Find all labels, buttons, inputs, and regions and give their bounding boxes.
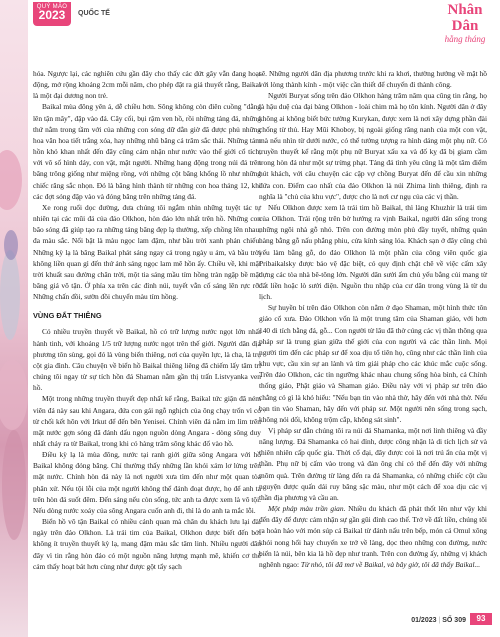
photo-shape bbox=[0, 250, 20, 340]
logo-title: Nhân Dân bbox=[447, 2, 483, 34]
paragraph: Sự huyền bí trên đảo Olkhon còn nằm ở đạo Shaman, một hình thức tôn giáo cổ xưa. Đảo Olkhon vốn là một trung tâm của Shaman giáo, với hơn 140 di tích bằng đá, gỗ... Con người từ lâu đã thờ cúng các vị thần thông qua pháp sư là trung gian giữa thế giới của con người và các thần linh. Mọi người tìm đến các pháp sư để xoa dịu tổ tiên họ, cũng như các thần linh của khu vực, cầu xin sự an lành và tìm giải pháp cho các khúc mắc cuộc sống. Trên đảo Olkhon, các tín ngưỡng khác nhau chung sống hòa bình, cả Chính thống giáo, Phật giáo và Shaman giáo. Điều này với vị pháp sư trên đảo chẳng có gì là khó hiểu: "Nếu bạn tin vào nhà thờ, hãy đến với nhà thờ. Nếu bạn tin vào Shaman, hãy đến với pháp sư. Một người nên sống trong sạch, không nói dối, không trộm cắp, không sát sinh". bbox=[259, 303, 487, 424]
paragraph: Baikal mùa đông yên ả, dễ chiều hơn. Sông không còn điên cuồng "dằng lên tận mây", đập vào đá. Cây cối, bụi rậm ven hồ, rồi những tảng đá, những thứ nằm trong tầm với của những con sóng dữ dằn giờ đã được phủ những hoa văn hoa tiết trắng xóa, hay những nhũ băng cả trăm sắc thái. Những tảm hồn khó khan nhất đến đây cũng cảm nhận như nước vào thế giới cổ tích, với vô số hình dáy, con vật, mặt người. Những hang động trong núi đá trên băng trông giống như miệng rồng, với những cột băng khổng lồ như những chiếc răng sắc nhọn. Đó là băng hình thành từ những con hoa tháng 12, khi các đợt sóng đập vào và đóng băng trên những tảng đá. bbox=[33, 102, 261, 201]
paragraph: sẽ. Những người dân địa phương trước khi ra khơi, thường hướng về mặt hồ với lòng thành kính - một việc cần thiết để chuyến đi thành công. bbox=[259, 69, 487, 90]
italic-lead: Một pháp màu trần gian. bbox=[268, 504, 346, 514]
section-label: QUỐC TẾ bbox=[78, 10, 110, 17]
article-column-right bbox=[259, 68, 487, 570]
closing-quote: Từ nhỏ, tôi đã mơ về Baikal, và bây giờ, tôi đã thấy Baikal... bbox=[300, 559, 481, 569]
badge-year: 2023 bbox=[38, 8, 66, 22]
badge-top-text: QUÝ MÃO bbox=[36, 4, 68, 10]
logo-subtitle: hằng tháng bbox=[444, 34, 486, 44]
page-number: 93 bbox=[470, 613, 492, 625]
decorative-photo-strip bbox=[0, 0, 28, 637]
photo-shape bbox=[2, 430, 26, 540]
paragraph: Vị pháp sư dẫn chúng tôi ra núi đá Shamanka, một nơi linh thiêng và đầy năng lượng. Đá Shamanka có hai đỉnh, được công nhận là di tích lịch sử và thiên nhiên cấp quốc gia. Thời cổ đại, đây được coi là nơi trú ẩn của một vị thần. Phụ nữ bị cấm vào trong và đàn ông chỉ có thể đến đây với những mõm quà. Trên đường từ làng đến ra đá Shamanka, có những chiếc cột cầu nguyện được quấn dải ruy băng sặc màu, như một cách để xoa dịu các vị thần địa phương và cầu an. bbox=[259, 426, 487, 502]
photo-shape bbox=[0, 150, 22, 210]
photo-shape bbox=[0, 360, 28, 430]
issue-separator: | bbox=[438, 617, 441, 624]
issue-date: 01/2023 bbox=[411, 617, 437, 624]
article-column-left bbox=[33, 68, 261, 572]
paragraph: Điều kỳ lạ là mùa đông, nước tại ranh giới giữa sông Angara với hồ Baikal không đóng băng. Chỉ thường thấy những lần khói xám lơ lửng trên mặt nước. Chính hòn đá này là nơi người xưa tìm đến như một quan tòa phân xử. Nếu tội lỗi của một người không thể đánh đoạt được, họ để anh ta trên hòn đá suốt đêm. Đến sáng nếu còn sống, tức anh ta được xem là vô tội. Nếu dòng nước xoáy của sông Angara cuốn anh đi, thì là do anh ta mắc lỗi. bbox=[33, 450, 261, 515]
paragraph: Biển hồ vô tận Baikal có nhiều cảnh quan mà chân du khách lưu lại đài ngày trên đảo Olkhon. Là trái tim của Baikal, Olkhon được biết đến bởi không ít truyền thuyết kỳ lạ, mang đậm màu sắc tâm linh. Nhiều người dân đây vì tin rằng hòn đảo có một nguồn năng lượng mạnh mẽ, khiến cơ thể cảm thấy hoạt bát hơn cùng như được gột tẩy sạch bbox=[33, 517, 261, 571]
paragraph: Xe rong ruổi dọc đường, đưa chúng tôi ngắm nhìn những tuyệt tác tự nhiên tại các mũi đá của đảo Olkhon, hòn đảo lớn nhất trên hồ. Những con bão sóng đã giúp tạo ra những tảng băng đẹp lạ thường, xếp chồng lên nhau, đa màu sắc. Nổi bật là màu ngọc lam đậm, như bầu trời xanh phản chiếu. Những kỳ lạ là băng Baikal phát sáng ngay cả trong ngày u ám, và bầu trời không liền quan gì đến thứ ánh sáng ngọc lam mê hồn ấy. Chiều về, khi mặt trời khuất sau đường chân trời, một tia sáng mầu tím hồng tràn ngập bề mặt băng giá vô tận. Ở phía xa trên các đỉnh núi, tuyết vẫn cố sáng lên rực rỡ. Những chấn đồi, sườn đồi chuyển màu tím hồng. bbox=[33, 202, 261, 302]
issue-number: SỐ 309 bbox=[442, 617, 466, 624]
paragraph bbox=[259, 503, 487, 570]
section-heading: VÙNG ĐẤT THIÊNG bbox=[33, 311, 102, 321]
paragraph-text: Nhiều du khách đã phát thốt lên như vậy khi đến đây để được cảm nhận sự gần gũi đỉnh cao thế. Trở về đất liền, chúng tôi ra hoàn hảo với món súp cá Baikal từ đánh nấu trên bếp, món cá Omul xông khói nong hổi hay chuyến xe trở về làng, dọc theo những con đường, nước biển là núi, bên kia là hồ đẹp như tranh. Trên con đường ấy, những vị khách nghênh ngao: bbox=[259, 504, 487, 569]
paragraph: Có nhiều truyền thuyết về Baikal, hồ có trữ lượng nước ngọt lớn nhất hành tinh, với khoảng 1/5 trữ lượng nước ngọt trên thế giới. Người dân địa phương tôn sùng, gọi đó là vùng biển thiêng, nơi của quyền lực, là cha, là trụ cột gia đình. Câu chuyện về biển hồ Baikal thiêng liêng đã chiếm lấy tâm trí chúng tôi ngay từ sự tích hồn đá Shaman nằm gần thị trấn Listvyanka ven hồ. bbox=[33, 327, 261, 393]
photo-shape bbox=[4, 230, 18, 260]
paragraph: Nếu Olkhon được xem là trái tim hồ Baikal, thì làng Khuzhir là trái tim của Olkhon. Trải rộng trên bờ hướng ra vịnh Baikal, người dân sống trong những ngôi nhà gỗ nhỏ. Trên con đường mòn phủ đầy tuyết, những quán hàng bằng gỗ nấu phẳng phiu, cửa kính sáng lóa. Khách sạn ở đây cũng chủ yếu làm bằng gỗ, do đảo Olkhon là một phần của công viên quốc gia Pribaikalsky được bảo vệ đặc biệt, có quy định chặt chẽ về việc cấm xây dựng các tòa nhà bê-tông lớn. Người dân sưởi ấm chủ yếu bằng củi mang từ đất liền hoặc lò sưởi điện. Nguồn thu nhập của cư dân trong vùng là từ du lịch. bbox=[259, 202, 487, 302]
paragraph: hóa. Ngược lại, các nghiên cứu gần đây cho thấy các đứt gãy vẫn đang hoạt động, mở rộng khoảng 2cm mỗi năm, cho phép đặt ra giả thuyết rằng, Baikal là một đại dương non trẻ. bbox=[33, 69, 261, 101]
year-badge bbox=[33, 2, 71, 26]
publication-logo bbox=[436, 2, 494, 50]
issue-info bbox=[411, 617, 466, 624]
paragraph: Một trong những truyền thuyết đẹp nhất kể rằng, Baikal tức giận đã ném viên đá này sau khi Angara, đứa con gái ngỗ nghịch của ông chạy trốn vì có từ chối kết hôn với Irkut để đến bên Yenisei. Chính viên đá nằm im lìm trên mặt nước gợn sóng đã đánh dấu ngọn nguồn dòng Angara - dòng sông duy nhất chảy ra từ Baikal, trong khi có hàng trăm sông khác đổ vào hồ. bbox=[33, 394, 261, 448]
paragraph: Người Buryat sống trên đảo Olkhon hàng trăm năm qua cũng tin rằng, họ là hậu duệ của đại bàng Olkhon - loài chim mà họ tôn kính. Người dân ở đây không ai không biết bức tường Kurykan, được xem là nơi xây dựng phần đài chống từ thủ. Hay Mũi Khoboy, bị ngoài giống răng nanh của một con vật, mà nếu nhìn từ dưới nước, có thể tưởng tượng ra hình dáng một phụ nữ. Có truyền thuyết kể rằng một phụ nữ Buryat xấu xa và đố kỵ đã bị giam cầm trong hòn đá như một sự trừng phạt. Tảng đá tình yêu cũng là một tâm điểm hút khách, với câu chuyện các cặp vợ chồng Buryat đến để cầu xin những đứa con. Điểm cao nhất của đảo Olkhon là núi Zhima linh thiêng, định ra nghĩa là "chủ của khu vực", được cho là nơi cư ngụ của các vị thần. bbox=[259, 91, 487, 201]
